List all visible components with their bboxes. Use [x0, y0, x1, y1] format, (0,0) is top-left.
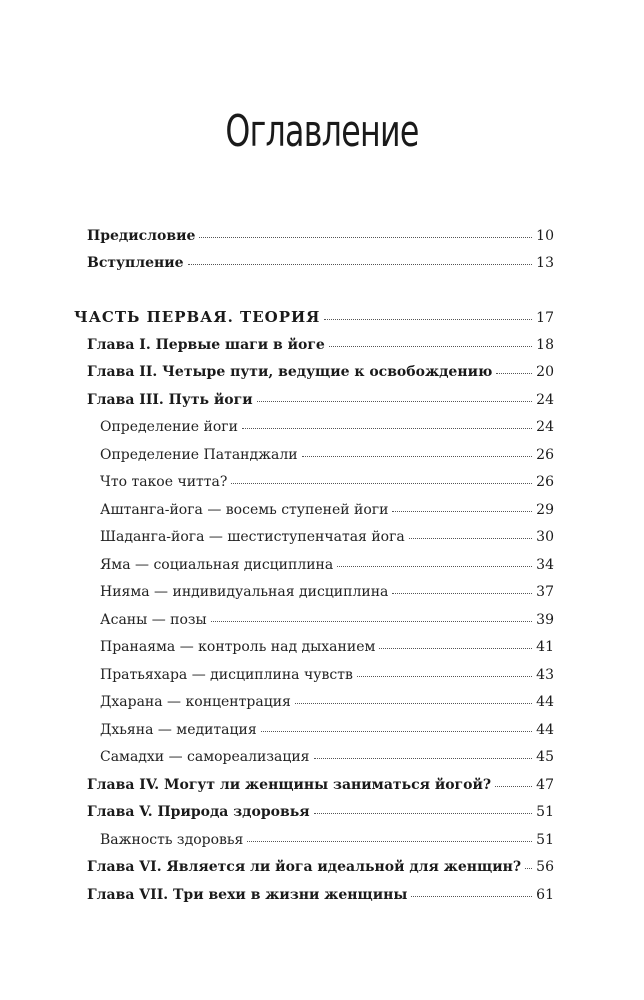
toc-entry[interactable] — [87, 391, 554, 409]
leader-dots — [242, 427, 532, 429]
leader-dots — [231, 482, 532, 484]
toc-entry-label: Дхьяна — медитация — [100, 722, 257, 738]
toc-page-number: 18 — [536, 337, 554, 353]
leader-dots — [379, 647, 532, 649]
toc-entry[interactable] — [100, 721, 554, 739]
toc-entry[interactable] — [100, 528, 554, 546]
toc-entry[interactable] — [100, 556, 554, 574]
toc-page-number: 44 — [536, 722, 554, 738]
leader-dots — [337, 565, 532, 567]
toc-page-number: 61 — [536, 887, 554, 903]
toc-entry[interactable] — [100, 611, 554, 629]
leader-dots — [261, 730, 532, 732]
toc-page-number: 29 — [536, 502, 554, 518]
leader-dots — [302, 455, 533, 457]
toc-entry[interactable] — [100, 446, 554, 464]
toc-page-number: 24 — [536, 419, 554, 435]
toc-page-number: 56 — [536, 859, 554, 875]
leader-dots — [314, 757, 533, 759]
toc-page-number: 20 — [536, 364, 554, 380]
toc-entry-label: Глава VII. Три вехи в жизни женщины — [87, 887, 408, 903]
leader-dots — [199, 236, 532, 238]
toc-entry-label: Глава III. Путь йоги — [87, 392, 253, 408]
toc-entry[interactable] — [87, 227, 554, 245]
leader-dots — [392, 592, 532, 594]
toc-entry-label: Аштанга-йога — восемь ступеней йоги — [100, 502, 389, 518]
toc-page-number: 10 — [536, 228, 554, 244]
toc-entry-label: Что такое читта? — [100, 474, 228, 490]
toc-page-number: 26 — [536, 447, 554, 463]
toc-entry[interactable] — [87, 776, 554, 794]
leader-dots — [257, 400, 533, 402]
toc-entry-label: Нияма — индивидуальная дисциплина — [100, 584, 389, 600]
toc-entry[interactable] — [87, 858, 554, 876]
toc-page-number: 45 — [536, 749, 554, 765]
toc-entry-label: Предисловие — [87, 228, 196, 244]
toc-entry-label: Определение Патанджали — [100, 447, 298, 463]
toc-entry[interactable] — [87, 363, 554, 381]
toc-entry-label: Глава VI. Является ли йога идеальной для женщин? — [87, 859, 522, 875]
toc-page-number: 51 — [536, 832, 554, 848]
toc-entry-label: Пратьяхара — дисциплина чувств — [100, 667, 353, 683]
toc-page-number: 51 — [536, 804, 554, 820]
toc-page-number: 41 — [536, 639, 554, 655]
toc-entry-label: Асаны — позы — [100, 612, 207, 628]
toc-entry-label: Пранаяма — контроль над дыханием — [100, 639, 376, 655]
toc-entry-label: Яма — социальная дисциплина — [100, 557, 334, 573]
leader-dots — [392, 510, 532, 512]
toc-page-number: 44 — [536, 694, 554, 710]
toc-entry[interactable] — [100, 638, 554, 656]
toc-entry-label: Важность здоровья — [100, 832, 244, 848]
toc-entry[interactable] — [100, 831, 554, 849]
leader-dots — [411, 895, 532, 897]
toc-entry-label: Самадхи — самореализация — [100, 749, 310, 765]
leader-dots — [495, 785, 532, 787]
toc-entry[interactable] — [100, 418, 554, 436]
leader-dots — [247, 840, 532, 842]
toc-page-number: 26 — [536, 474, 554, 490]
toc-page-number: 30 — [536, 529, 554, 545]
toc-entry-label: Глава V. Природа здоровья — [87, 804, 310, 820]
toc-part-heading[interactable] — [74, 308, 554, 327]
toc-entry-label: Шаданга-йога — шестиступенчатая йога — [100, 529, 405, 545]
toc-page-number: 34 — [536, 557, 554, 573]
leader-dots — [314, 812, 533, 814]
toc-entry-label: Глава IV. Могут ли женщины заниматься йогой? — [87, 777, 492, 793]
toc-entry[interactable] — [100, 583, 554, 601]
toc-page-number: 39 — [536, 612, 554, 628]
leader-dots — [329, 345, 532, 347]
toc-entry-label: Глава I. Первые шаги в йоге — [87, 337, 325, 353]
toc-page-number: 37 — [536, 584, 554, 600]
toc-page-number: 17 — [536, 310, 554, 326]
page-title: Оглавление — [225, 106, 419, 157]
toc-entry[interactable] — [100, 666, 554, 684]
toc-page-number: 47 — [536, 777, 554, 793]
leader-dots — [324, 318, 532, 320]
toc-entry-label: ЧАСТЬ ПЕРВАЯ. ТЕОРИЯ — [74, 308, 321, 326]
leader-dots — [357, 675, 532, 677]
toc-entry-label: Глава II. Четыре пути, ведущие к освобождению — [87, 364, 493, 380]
toc-entry[interactable] — [100, 748, 554, 766]
toc-page-number: 13 — [536, 255, 554, 271]
toc-entry[interactable] — [87, 886, 554, 904]
toc-entry-label: Определение йоги — [100, 419, 238, 435]
toc-entry[interactable] — [87, 336, 554, 354]
toc-page-number: 43 — [536, 667, 554, 683]
toc-entry[interactable] — [87, 254, 554, 272]
toc-entry[interactable] — [87, 803, 554, 821]
toc-entry[interactable] — [100, 473, 554, 491]
toc-entry[interactable] — [100, 693, 554, 711]
toc-entry-label: Дхарана — концентрация — [100, 694, 291, 710]
toc-entry[interactable] — [100, 501, 554, 519]
leader-dots — [525, 867, 532, 869]
toc-entry-label: Вступление — [87, 255, 184, 271]
leader-dots — [409, 537, 532, 539]
leader-dots — [295, 702, 532, 704]
leader-dots — [211, 620, 532, 622]
leader-dots — [496, 372, 532, 374]
toc-page-number: 24 — [536, 392, 554, 408]
leader-dots — [188, 263, 533, 265]
